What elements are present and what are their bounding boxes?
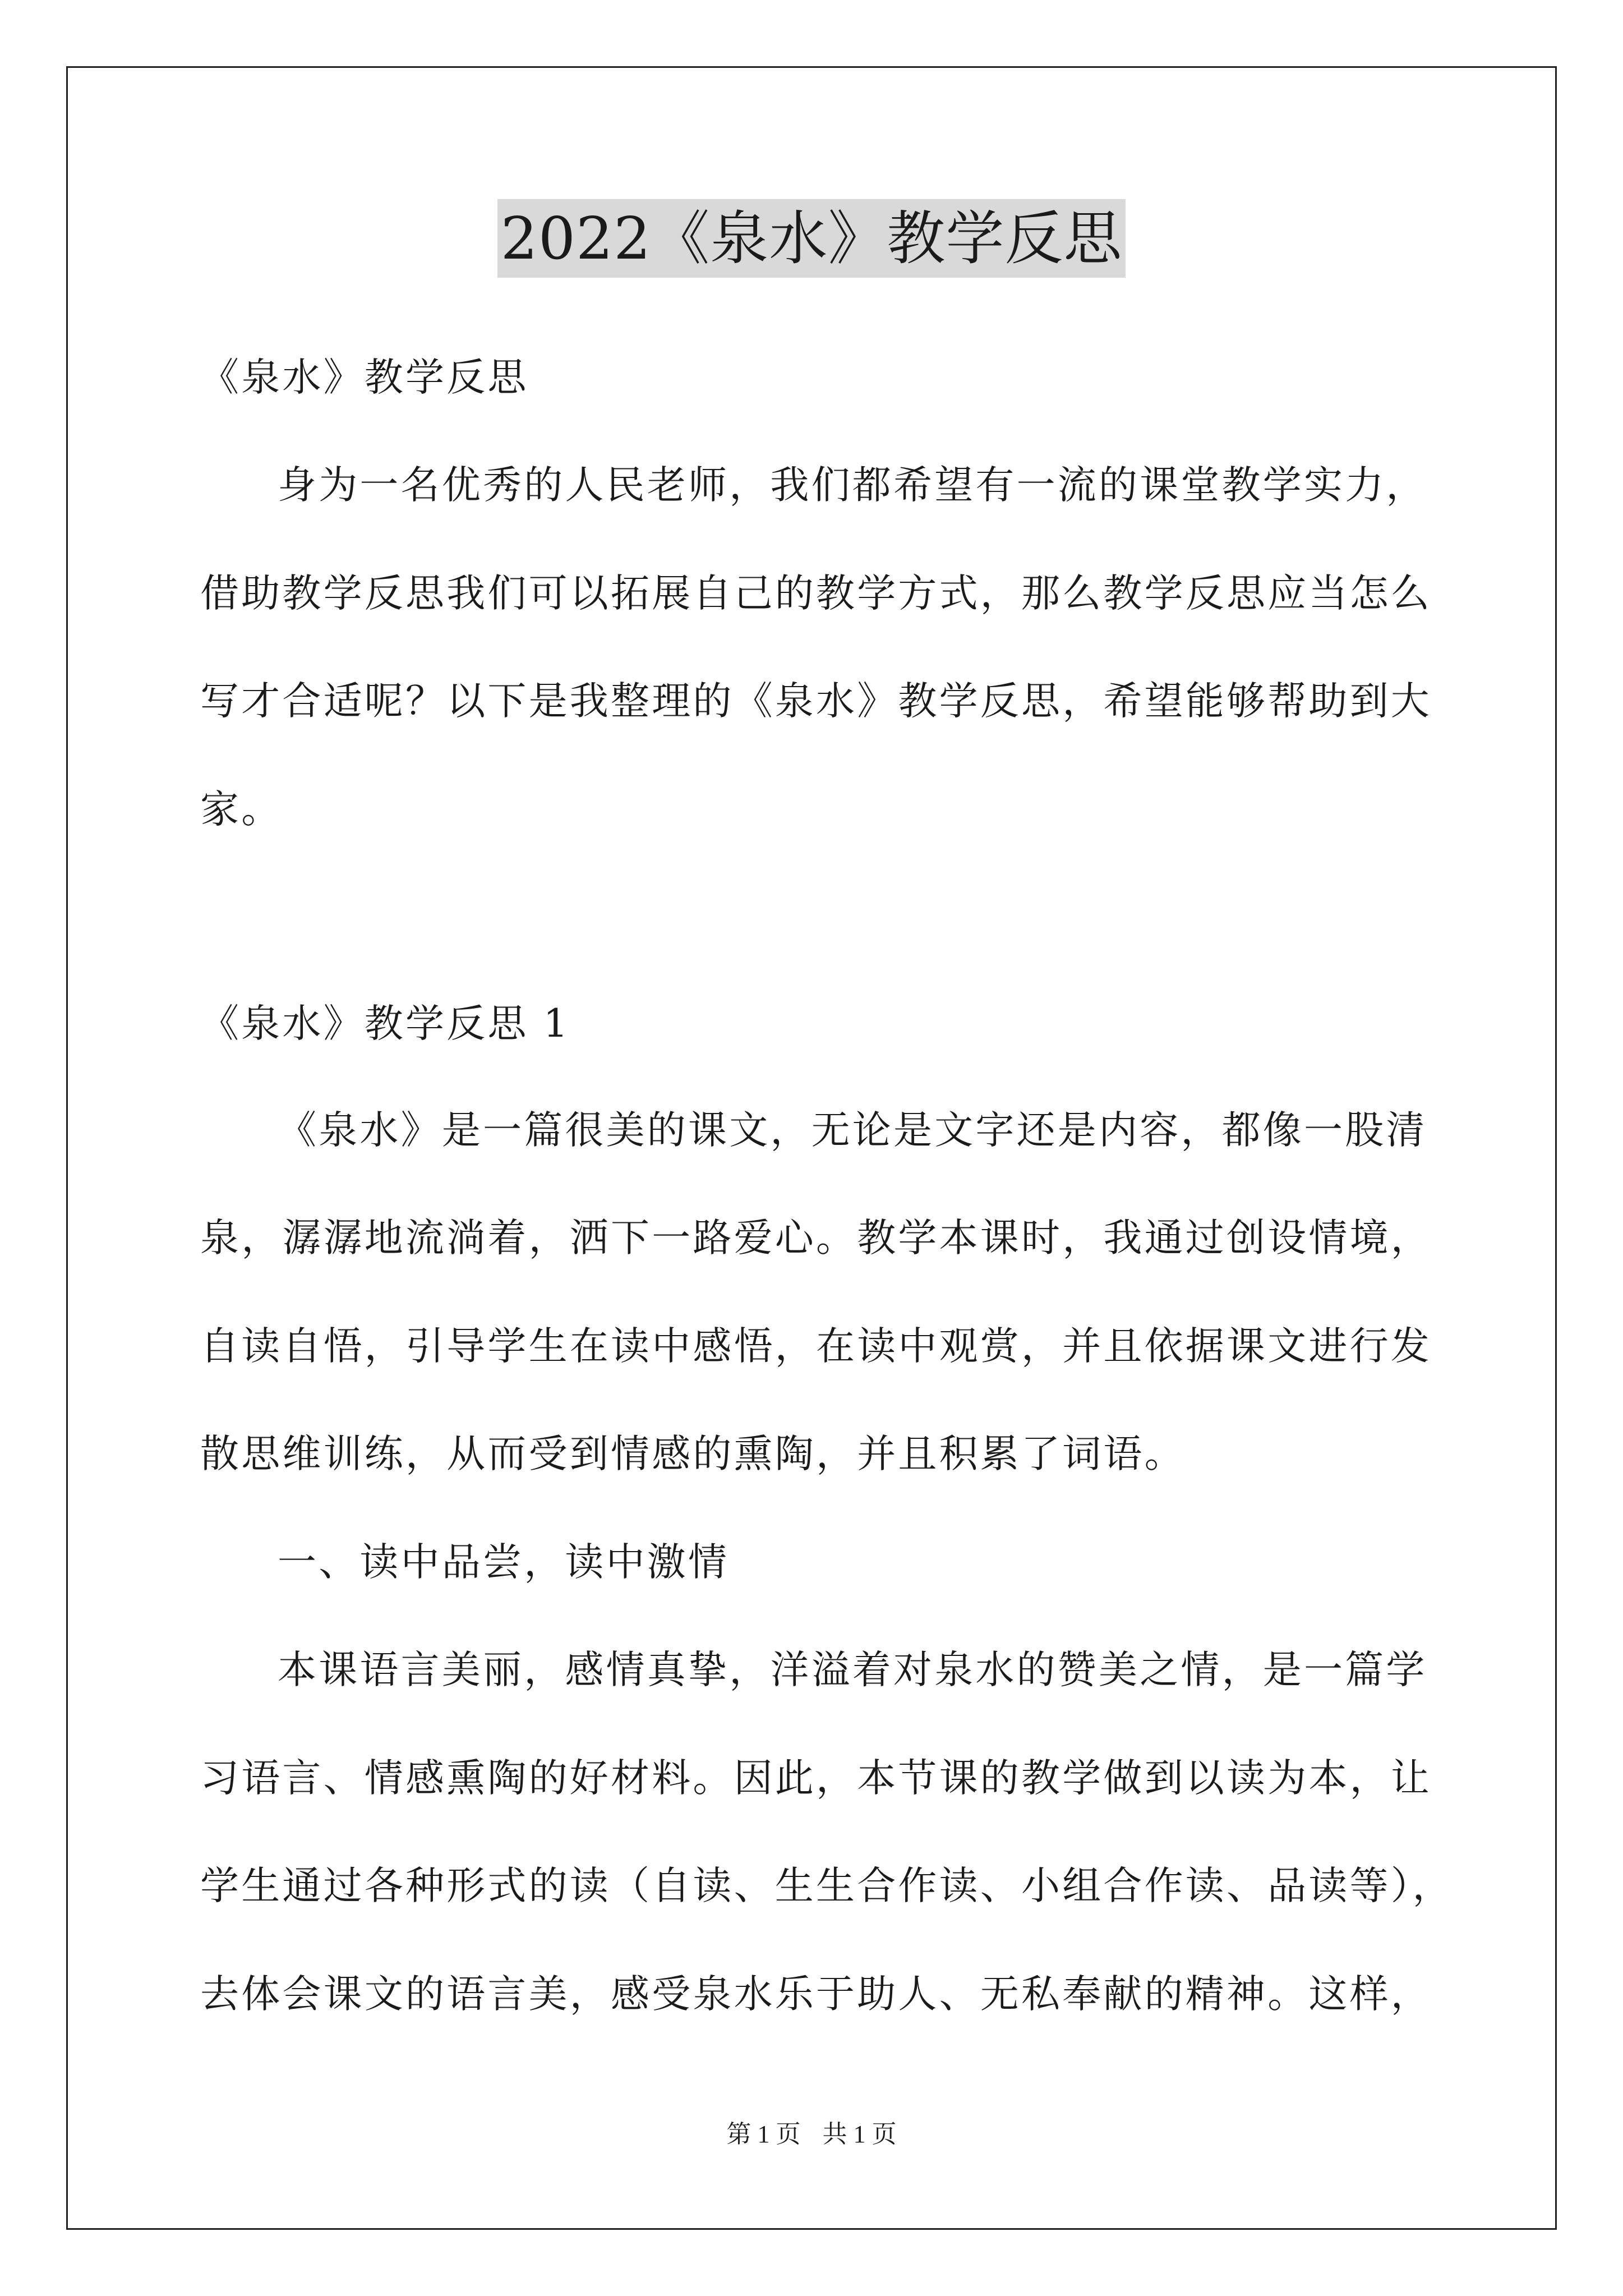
paragraph-line: 身为一名优秀的人民老师，我们都希望有一流的课堂教学实力，: [278, 463, 1427, 508]
subheading: 一、读中品尝，读中激情: [278, 1540, 730, 1585]
paragraph-line: 散思维训练，从而受到情感的熏陶，并且积累了词语。: [200, 1432, 1186, 1476]
paragraph-line: 借助教学反思我们可以拓展自己的教学方式，那么教学反思应当怎么: [200, 571, 1432, 616]
paragraph-line: 学生通过各种形式的读（自读、生生合作读、小组合作读、品读等），: [200, 1864, 1454, 1908]
title-container: [0, 199, 1623, 278]
paragraph-line: 自读自悟，引导学生在读中感悟，在读中观赏，并且依据课文进行发: [200, 1324, 1432, 1369]
paragraph-line: 《泉水》是一篇很美的课文，无论是文字还是内容，都像一股清: [278, 1108, 1427, 1153]
paragraph-line: 习语言、情感熏陶的好材料。因此，本节课的教学做到以读为本，让: [200, 1756, 1432, 1801]
total-pages: 共 1 页: [822, 2120, 897, 2148]
paragraph-line: 《泉水》教学反思: [200, 355, 529, 400]
section-heading: 《泉水》教学反思 1: [200, 1001, 570, 1046]
page-number: 第 1 页: [726, 2120, 801, 2148]
document-title: 2022《泉水》教学反思: [497, 199, 1126, 278]
paragraph-line: 泉，潺潺地流淌着，洒下一路爱心。教学本课时，我通过创设情境，: [200, 1216, 1432, 1260]
paragraph-line: 写才合适呢？以下是我整理的《泉水》教学反思，希望能够帮助到大: [200, 679, 1432, 724]
page-footer: [0, 2118, 1623, 2151]
paragraph-line: 本课语言美丽，感情真挚，洋溢着对泉水的赞美之情，是一篇学: [278, 1648, 1427, 1692]
paragraph-line: 去体会课文的语言美，感受泉水乐于助人、无私奉献的精神。这样，: [200, 1972, 1432, 2017]
paragraph-line: 家。: [200, 787, 283, 832]
